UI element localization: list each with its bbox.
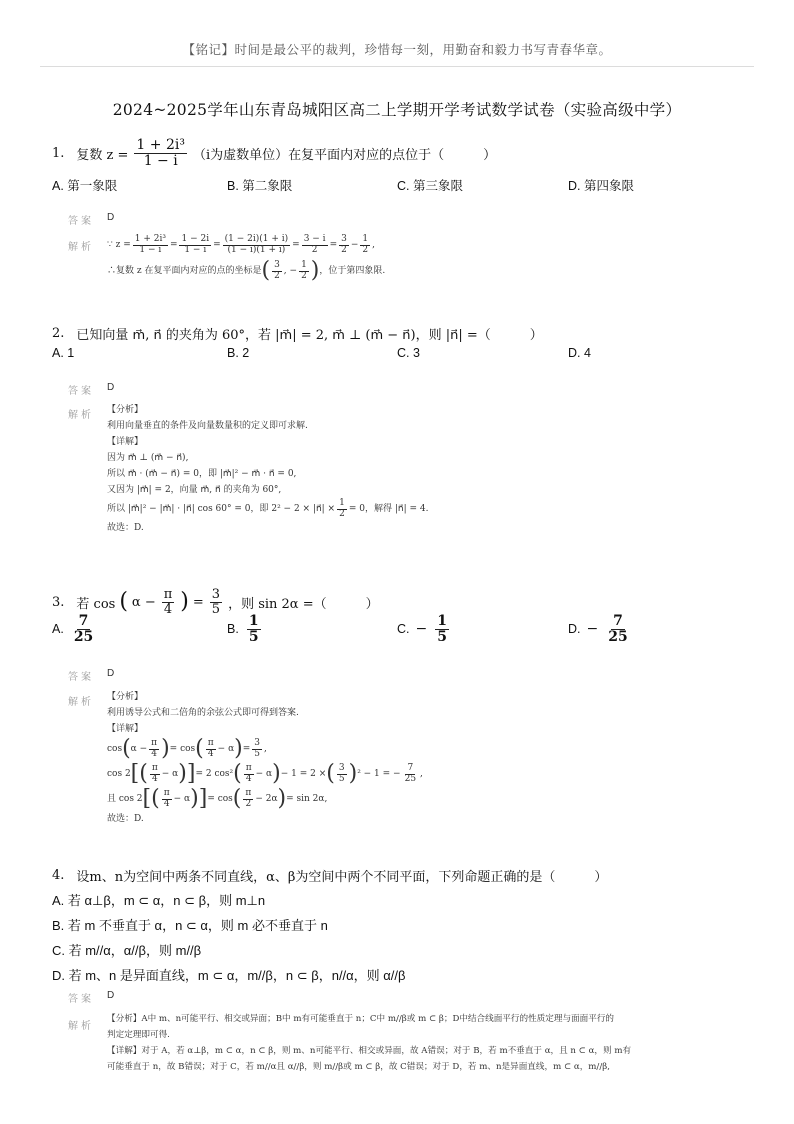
fraction: $\frac{3 - i}{2}$: [303, 234, 326, 255]
option-d[interactable]: D. 若 m、n 是异面直线，m ⊂ α，m//β，n ⊂ β，n//α，则 α//β: [52, 968, 406, 983]
option-a[interactable]: A. 第一象限: [52, 179, 118, 193]
option-a[interactable]: A. 1: [52, 346, 75, 360]
question-text: 已知向量 m⃗, n⃗ 的夹角为 60°，若 |m⃗| = 2, m⃗ ⊥ (m⃗ − n⃗)，则 |n⃗| =（ ）: [76, 328, 543, 343]
question-1: [52, 138, 752, 168]
answer-value: D: [107, 382, 115, 393]
fraction: $\frac{\text{1 + 2i³}}{1 - i}$: [136, 137, 185, 169]
answer-value: D: [107, 212, 115, 223]
option-b[interactable]: B. 第二象限: [227, 179, 293, 193]
fraction: $\frac{1}{2}$: [301, 260, 307, 281]
fraction: $\frac{3}{2}$: [274, 260, 280, 281]
page-title: 2024~2025学年山东青岛城阳区高二上学期开学考试数学试卷（实验高级中学）: [112, 101, 682, 119]
question-3: 3. 若 cos ( α − $\frac{\pi}{4}$ ) = $\frac{3}{5}$ ，则 sin 2α =（ ）: [52, 587, 379, 617]
fraction: $\frac{\pi}{4}$: [163, 587, 173, 617]
analysis-3: 【分析】 利用诱导公式和二倍角的余弦公式即可得到答案. 【详解】 cos ( α − $\frac{\pi}{4}$ ) = cos ( $\frac{\pi}{4}$ − α ) = $\frac{3}{5}$ , cos 2 [ ( $\frac{\pi}{4}$ − α ) ] = 2 cos² ( $\frac{\pi}{4}$ − α ) − 1 = 2 × ( $\frac{3}{5}$ ) ² − 1 = − $\frac{7}{25}$ , 且 cos 2 [ ( $\frac{\pi}{4}$ − α ) ] = cos ( $\frac{\pi}{2}$ − 2α ) = sin 2α, 故选：D.: [107, 692, 423, 824]
answer-value: D: [107, 668, 115, 679]
question-4: [52, 866, 752, 885]
option-c[interactable]: C. 3: [397, 346, 420, 360]
question-number: 4.: [52, 868, 65, 883]
fraction: $\frac{1}{2}$: [362, 234, 369, 255]
fraction: $\frac{3}{5}$: [211, 587, 221, 617]
answer-label: 答案: [68, 386, 94, 397]
answer-value: D: [107, 990, 115, 1001]
question-number: 2.: [52, 326, 65, 341]
fraction: $\frac{1 - 2i}{1 - i}$: [181, 234, 210, 255]
option-b[interactable]: B. 若 m 不垂直于 α，n ⊂ α，则 m 必不垂直于 n: [52, 918, 328, 933]
analysis-label: 解析: [68, 697, 94, 708]
answer-label: 答案: [68, 216, 94, 227]
motto: 【铭记】时间是最公平的裁判，珍惜每一刻，用勤奋和毅力书写青春华章。: [182, 42, 612, 57]
fraction: $\frac{(1 - 2i)(1 + i)}{(1 - i)(1 + i)}$: [224, 234, 289, 255]
question-number: 3.: [52, 594, 65, 610]
option-a[interactable]: A. 若 α⊥β，m ⊂ α，n ⊂ β，则 m⊥n: [52, 893, 266, 908]
option-b[interactable]: B. 2: [227, 346, 250, 360]
option-d[interactable]: D. − $\frac{7}{25}$: [568, 613, 628, 645]
question-2: [52, 324, 752, 343]
option-c[interactable]: C. 第三象限: [397, 179, 463, 193]
analysis-label: 解析: [68, 242, 94, 253]
analysis-2: 【分析】 利用向量垂直的条件及向量数量积的定义即可求解. 【详解】 因为 m⃗ ⊥ (m⃗ − n⃗), 所以 m⃗ · (m⃗ − n⃗) = 0，即 |m⃗|² − m⃗ · n⃗ = 0, 又因为 |m⃗| = 2，向量 m⃗, n⃗ 的夹角为 60°, 所以 |m⃗|² − |m⃗| · |n⃗| cos 60° = 0，即 2² − 2 × |n⃗| × $\frac{1}{2}$ = 0，解得 |n⃗| = 4. 故选：D.: [107, 405, 429, 533]
answer-label: 答案: [68, 672, 94, 683]
header-divider: [40, 66, 754, 67]
fraction: $\frac{3}{2}$: [341, 234, 347, 255]
options-4: [52, 890, 752, 990]
analysis-label: 解析: [68, 410, 94, 421]
question-text: 复数 z =: [76, 147, 129, 163]
option-d[interactable]: D. 第四象限: [568, 179, 634, 193]
option-d[interactable]: D. 4: [568, 346, 591, 360]
option-c[interactable]: C. 若 m//α，α//β，则 m//β: [52, 943, 202, 958]
option-b[interactable]: B. $\frac{1}{5}$: [227, 613, 259, 645]
option-c[interactable]: C. − $\frac{1}{5}$: [397, 613, 447, 645]
fraction: $\frac{\text{1 + 2i³}}{1 - i}$: [134, 234, 166, 255]
analysis-4: 【分析】A中 m、n可能平行、相交或异面；B中 m有可能垂直于 n；C中 m//β或 m ⊂ β；D中结合线面平行的性质定理与面面平行的 判定定理即可得. 【详解】对于 A，若 α⊥β，m ⊂ α，n ⊂ β，则 m、n可能平行、相交或异面，故 A错误；对于 B，若 m不垂直于 α，且 n ⊂ α，则 m有 可能垂直于 n，故 B错误；对于 C，若 m//α且 α//β，则 m//β或 m ⊂ β，故 C错误；对于 D，若 m、n是异面直线，m ⊂ α，m//β,: [107, 1014, 632, 1072]
question-text: （i为虚数单位）在复平面内对应的点位于（ ）: [192, 147, 497, 163]
analysis-1: ∵ z = $\frac{\text{1 + 2i³}}{1 - i}$ = $\frac{1 - 2i}{1 - i}$ = $\frac{(1 - 2i)(1 + i)}{(1 - i)(1 + i)}$ = $\frac{3 - i}{2}$ = $\frac{3}{2}$ − $\frac{1}{2}$ , ∴复数 z 在复平面内对应的点的坐标是 ( $\frac{3}{2}$ , − $\frac{1}{2}$ ) ，位于第四象限.: [107, 234, 386, 283]
question-text: 设m、n为空间中两条不同直线，α、β为空间中两个不同平面，下列命题正确的是（ ）: [76, 870, 608, 885]
option-a[interactable]: A. $\frac{7}{25}$: [52, 613, 94, 645]
analysis-label: 解析: [68, 1021, 94, 1032]
answer-label: 答案: [68, 994, 94, 1005]
question-number: 1.: [52, 145, 65, 161]
fraction: $\frac{1}{2}$: [339, 498, 345, 519]
